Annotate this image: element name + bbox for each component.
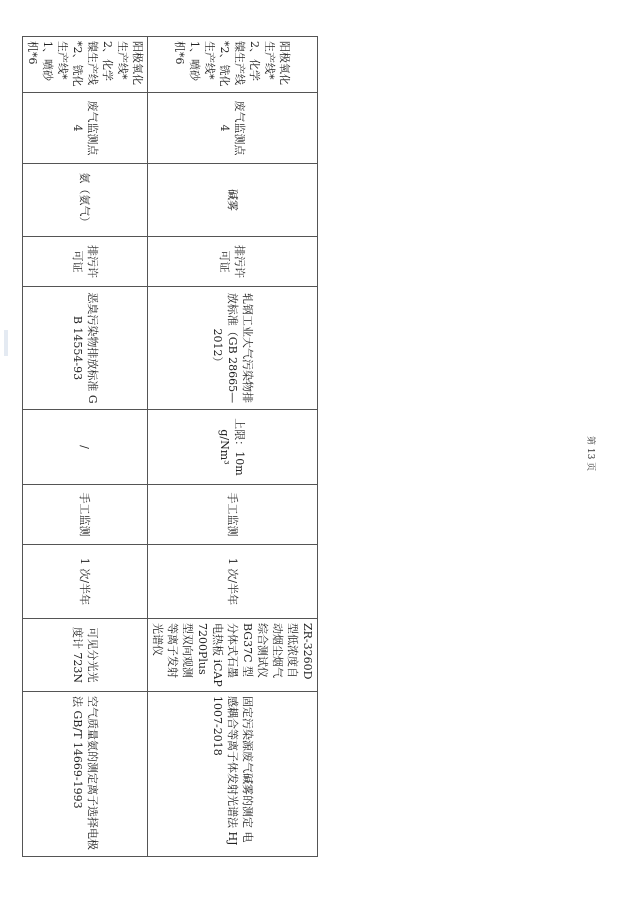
monitoring-point-cell: 废气监测点 4 <box>23 93 148 164</box>
analysis-method-cell: 固定污染源废气碱雾的测定 电感耦合等离子体发射光谱法 HJ1007-2018 <box>148 692 318 857</box>
monitoring-table <box>22 36 318 857</box>
pollutant-cell: 碱雾 <box>148 164 318 237</box>
basis-cell: 排污许可证 <box>148 237 318 287</box>
frequency-cell: 1 次/半年 <box>23 545 148 619</box>
monitoring-point-cell: 废气监测点 4 <box>148 93 318 164</box>
standard-cell: 轧钢工业大气污染物排放标准（GB 28665—2012） <box>148 287 318 410</box>
table-row <box>148 37 318 857</box>
scan-artifact <box>4 330 8 356</box>
page-number: 第 13 页 <box>585 436 595 472</box>
pollutant-cell: 氨（氨气） <box>23 164 148 237</box>
method-cell: 手工监测 <box>23 485 148 545</box>
limit-cell: 上限：10mg/Nm³ <box>148 410 318 485</box>
frequency-cell: 1 次/半年 <box>148 545 318 619</box>
instrument-cell: 可见分光光度计 723N <box>23 619 148 692</box>
source-cell: 阳极氧化生产线*2、化学镍生产线*2、铣化生产线*1、喷砂机*6 <box>148 37 318 93</box>
method-cell: 手工监测 <box>148 485 318 545</box>
instrument-cell: ZR-3260D 型低浓度自动烟尘烟气综合测试仪 BG37C 型分体式石墨电热板 iCAP 7200Plus 型双向观测等离子发射光谱仪 <box>148 619 318 692</box>
basis-cell: 排污许可证 <box>23 237 148 287</box>
limit-cell: / <box>23 410 148 485</box>
standard-cell: 恶臭污染物排放标准 GB 14554-93 <box>23 287 148 410</box>
source-cell: 阳极氧化生产线*2、化学镍生产线*2、铣化生产线*1、喷砂机*6 <box>23 37 148 93</box>
monitoring-table-rotated <box>26 36 318 856</box>
analysis-method-cell: 空气质量氨的测定离子选择电极法 GB/T 14669-1993 <box>23 692 148 857</box>
table-row <box>23 37 148 857</box>
